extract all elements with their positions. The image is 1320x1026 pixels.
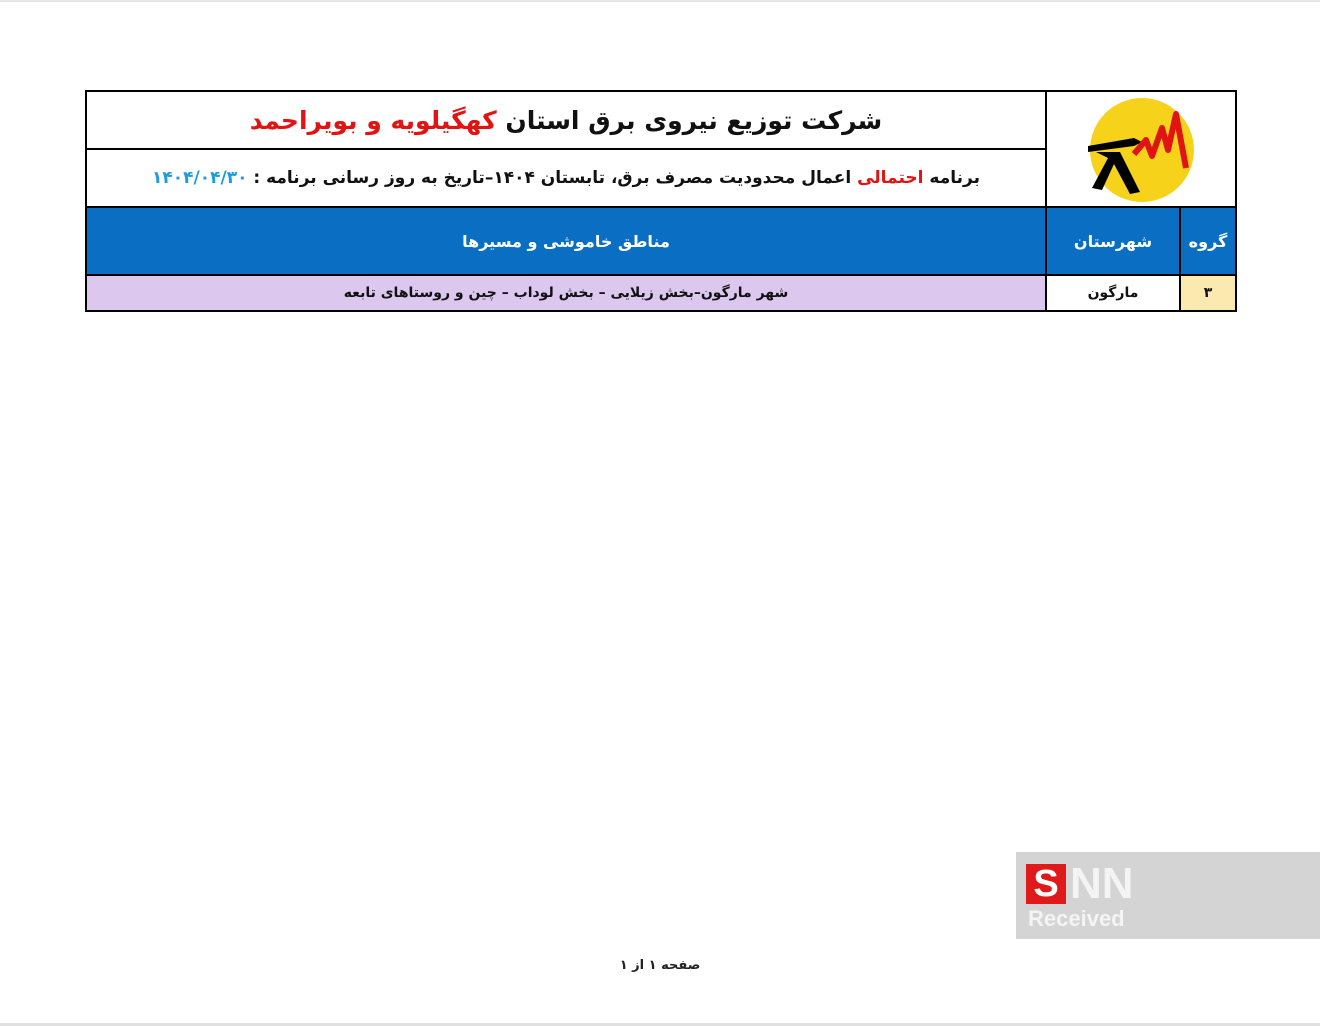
schedule-table (85, 90, 1237, 312)
cell-group: ۳ (1180, 275, 1236, 311)
cell-areas: شهر مارگون–بخش زیلایی – بخش لوداب – چین و روستاهای تابعه (86, 275, 1046, 311)
column-header-group: گروه (1180, 207, 1236, 275)
snn-watermark (1016, 852, 1320, 939)
update-date: ۱۴۰۴/۰۴/۳۰ (152, 168, 248, 188)
table-row (86, 275, 1236, 311)
column-header-areas: مناطق خاموشی و مسیرها (86, 207, 1046, 275)
document-title (86, 91, 1046, 149)
watermark-sub: Received (1028, 906, 1125, 931)
page-top-rule (0, 0, 1320, 2)
logo-cell (1046, 91, 1236, 207)
cell-county: مارگون (1046, 275, 1180, 311)
title-prefix: شرکت توزیع نیروی برق استان (505, 105, 883, 135)
watermark-logo-icon: S (1026, 864, 1066, 904)
title-row (86, 91, 1236, 149)
schedule-document (85, 90, 1235, 312)
subtitle-part1: برنامه (929, 168, 980, 188)
subtitle-highlight: احتمالی (857, 168, 924, 188)
company-logo-icon (1076, 94, 1206, 204)
title-province: کهگیلویه و بویراحمد (249, 105, 497, 135)
table-header-row (86, 207, 1236, 275)
page-number: صفحه ۱ از ۱ (619, 958, 701, 973)
watermark-brand: NN (1070, 859, 1134, 908)
subtitle-part2: اعمال محدودیت مصرف برق، تابستان ۱۴۰۴–تاریخ به روز رسانی برنامه : (253, 168, 852, 188)
document-subtitle (86, 149, 1046, 207)
column-header-county: شهرستان (1046, 207, 1180, 275)
